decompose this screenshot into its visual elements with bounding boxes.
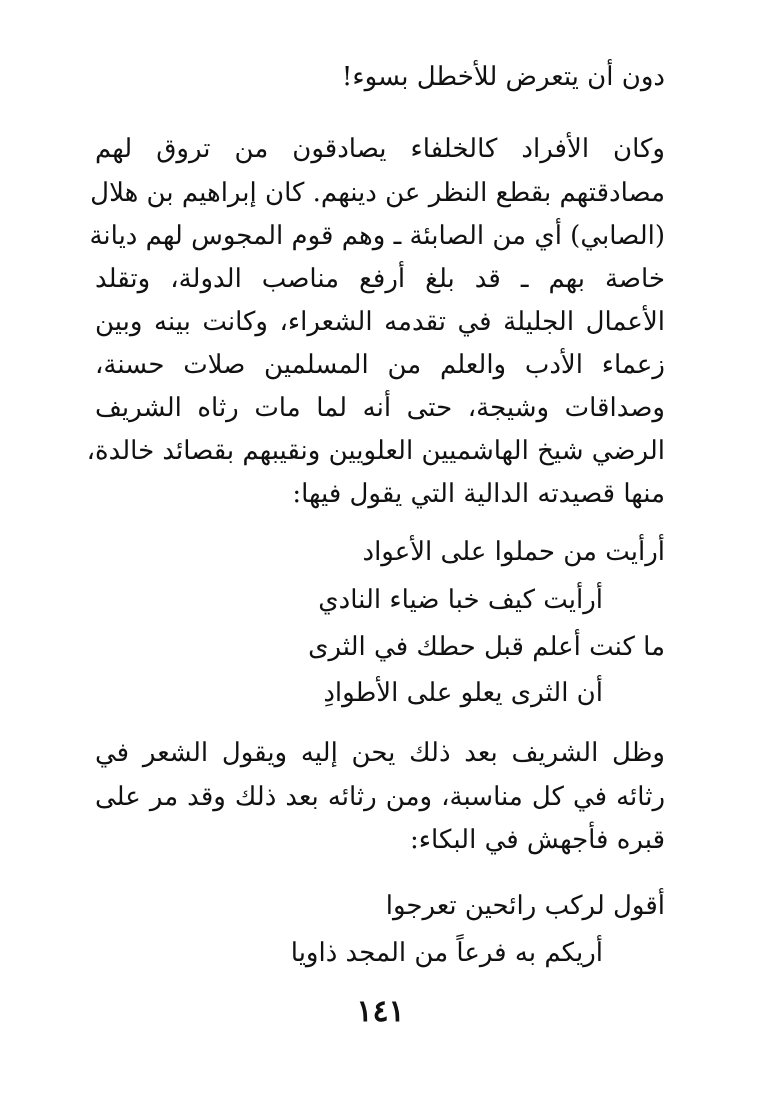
poem-verse: أن الثرى يعلو على الأطوادِ xyxy=(323,678,603,708)
poem-verse: أرأيت كيف خبا ضياء النادي xyxy=(318,585,603,615)
poem-verse: أرأيت من حملوا على الأعواد xyxy=(362,537,665,567)
intro-line: دون أن يتعرض للأخطل بسوء! xyxy=(341,62,665,92)
page-number: ١٤١ xyxy=(356,994,405,1029)
paragraph-line: الأعمال الجليلة في تقدمه الشعراء، وكانت بينه وبين xyxy=(95,307,665,337)
poem-verse: أريكم به فرعاً من المجد ذاويا xyxy=(290,938,603,968)
paragraph-line: (الصابي) أي من الصابئة ـ وهم قوم المجوس لهم ديانة xyxy=(89,221,665,251)
paragraph-line: خاصة بهم ـ قد بلغ أرفع مناصب الدولة، وتقلد xyxy=(95,264,665,294)
paragraph-line: زعماء الأدب والعلم من المسلمين صلات حسنة، xyxy=(95,350,665,380)
paragraph-line: وظل الشريف بعد ذلك يحن إليه ويقول الشعر في xyxy=(95,738,665,768)
paragraph-line: مصادقتهم بقطع النظر عن دينهم. كان إبراهيم بن هلال xyxy=(90,178,665,208)
paragraph-line: وصداقات وشيجة، حتى أنه لما مات رثاه الشريف xyxy=(95,393,665,423)
poem-verse: ما كنت أعلم قبل حطك في الثرى xyxy=(308,632,665,662)
paragraph-line: قبره فأجهش في البكاء: xyxy=(410,825,665,855)
poem-verse: أقول لركب رائحين تعرجوا xyxy=(385,891,665,921)
paragraph-line: منها قصيدته الدالية التي يقول فيها: xyxy=(292,479,665,509)
paragraph-line: رثائه في كل مناسبة، ومن رثائه بعد ذلك وقد مر على xyxy=(95,782,665,812)
paragraph-line: وكان الأفراد كالخلفاء يصادقون من تروق لهم xyxy=(95,134,665,164)
paragraph-line: الرضي شيخ الهاشميين العلويين ونقيبهم بقصائد خالدة، xyxy=(86,436,665,466)
